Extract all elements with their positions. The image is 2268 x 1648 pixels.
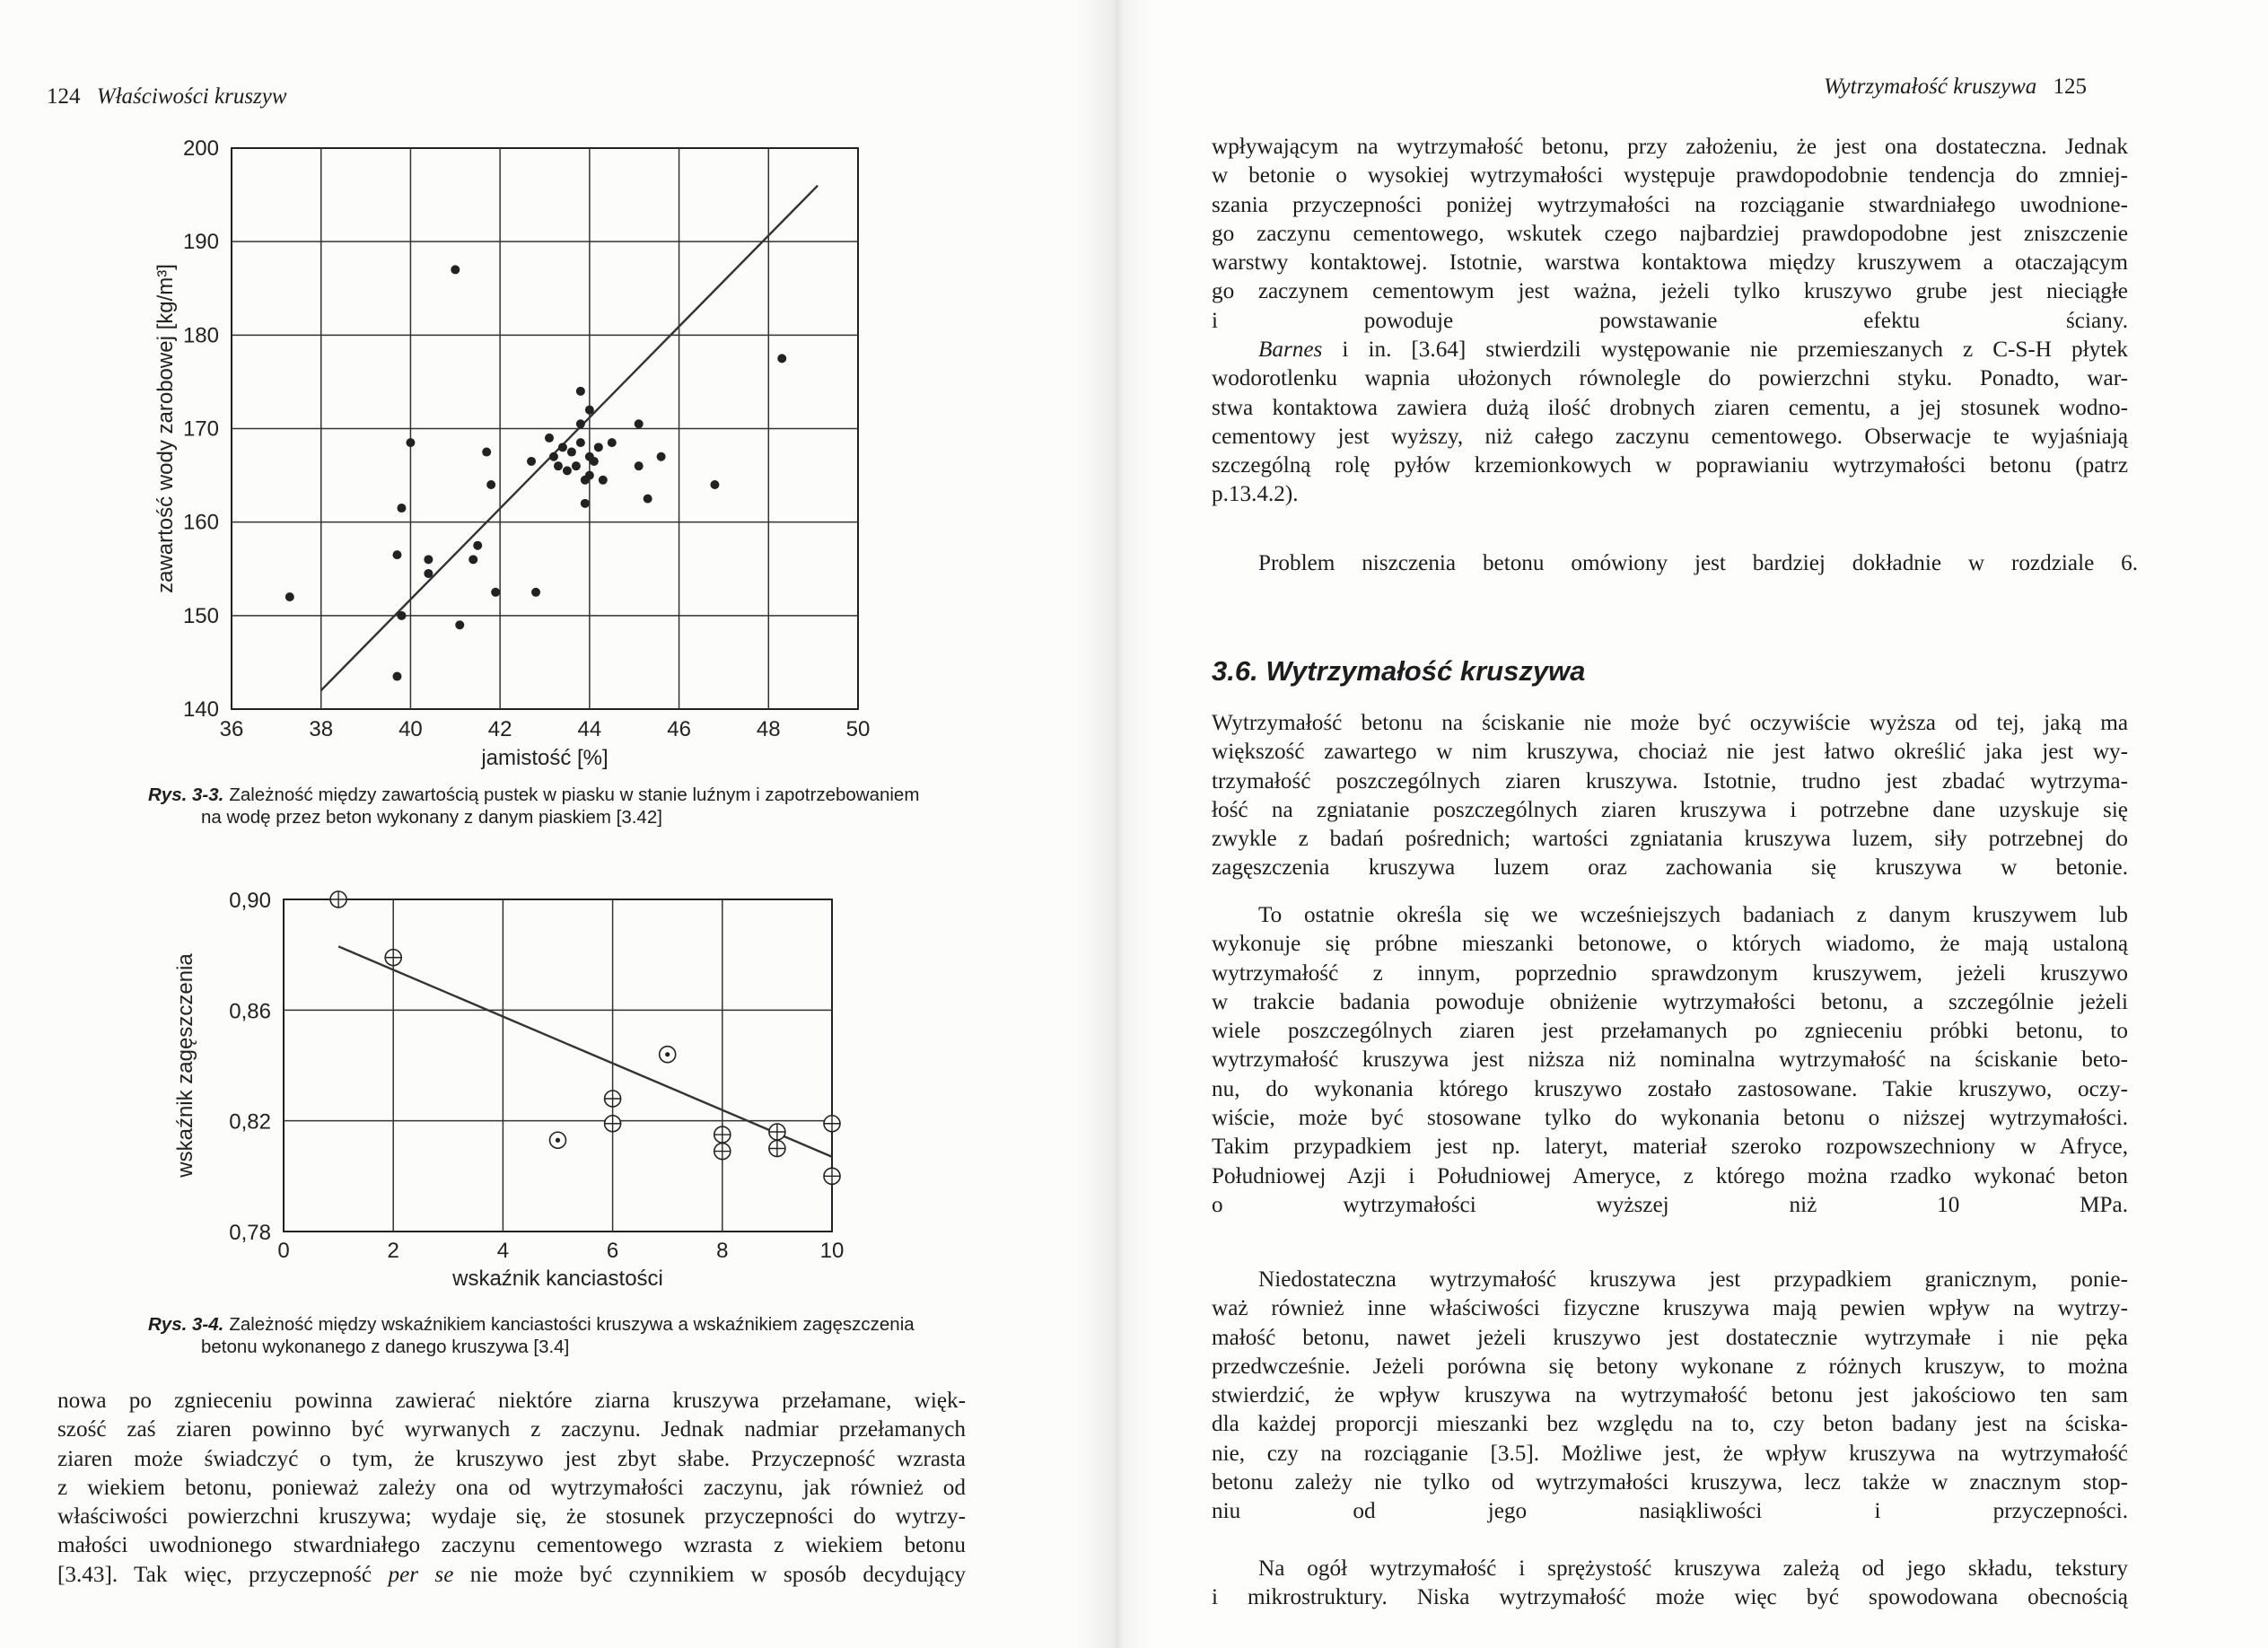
left-body-line: właściwości powierzchni kruszywa; wydaje się, że stosunek przyczepności do wytrzy- bbox=[57, 1504, 966, 1530]
author-barnes: Barnes bbox=[1258, 337, 1323, 362]
data-point bbox=[777, 354, 786, 363]
x-tick-label: 36 bbox=[219, 717, 244, 741]
data-point bbox=[576, 438, 585, 447]
data-point-dot-center bbox=[665, 1052, 670, 1056]
y-tick-label: 160 bbox=[182, 510, 219, 535]
data-point bbox=[455, 620, 464, 629]
text-line: małość betonu, nawet jeżeli kruszywo jest dostatecznie wytrzymałe i nie pęka bbox=[1212, 1325, 2128, 1350]
data-point bbox=[572, 461, 581, 470]
text-line: o wytrzymałości wyższej niż 10 MPa. bbox=[1212, 1192, 2128, 1217]
data-point bbox=[285, 592, 294, 601]
data-point bbox=[644, 495, 652, 504]
y-tick-label: 200 bbox=[182, 136, 219, 161]
per-se-italic: per se bbox=[388, 1562, 454, 1587]
text-line: go zaczynem cementowym jest ważna, jeżeli tylko kruszywo grube jest nieciągłe bbox=[1212, 279, 2128, 304]
x-tick-label: 40 bbox=[398, 717, 423, 741]
data-point bbox=[549, 452, 558, 461]
x-tick-label: 44 bbox=[577, 717, 602, 741]
y-axis-label: zawartość wody zarobowej [kg/m³] bbox=[153, 264, 178, 593]
page-number-right: 125 bbox=[2053, 75, 2088, 99]
right-paragraph-3 bbox=[1258, 549, 2138, 578]
right-paragraph-7 bbox=[1212, 1555, 2128, 1613]
data-point bbox=[486, 480, 495, 489]
figure-3-3-chart bbox=[0, 0, 1113, 790]
figure-3-3-caption-line2: na wodę przez beton wykonany z danym piaskiem [3.42] bbox=[201, 807, 662, 828]
text-line: Niedostateczna wytrzymałość kruszywa jest przypadkiem granicznym, ponie- bbox=[1258, 1267, 2128, 1292]
left-body-line: z wiekiem betonu, ponieważ zależy ona od wytrzymałości zaczynu, jak również od bbox=[57, 1475, 966, 1500]
text-line: wytrzymałość kruszywa jest niższa niż nominalna wytrzymałość na ściskanie beto- bbox=[1212, 1048, 2128, 1073]
x-tick-label: 6 bbox=[606, 1239, 619, 1263]
y-tick-label: 180 bbox=[182, 323, 219, 348]
figure-3-3-caption-line1: Zależność między zawartością pustek w piasku w stanie luźnym i zapotrzebowaniem bbox=[229, 785, 920, 805]
x-axis-label: jamistość [%] bbox=[481, 746, 609, 770]
text-line: dla każdej proporcji mieszanki bez względu na to, czy beton badany jest na ściska- bbox=[1212, 1412, 2128, 1437]
text-line: Południowej Azji i Południowej Ameryce, z którego można rzadko wykonać beton bbox=[1212, 1163, 2128, 1188]
data-point bbox=[473, 541, 482, 550]
y-tick-label: 0,82 bbox=[229, 1109, 271, 1135]
y-tick-label: 140 bbox=[182, 697, 219, 722]
text-line: stwa kontaktowa zawiera dużą ilość drobnych ziaren cementu, a jej stosunek wodno- bbox=[1212, 395, 2128, 420]
text-line: warstwy kontaktowej. Istotnie, warstwa kontaktowa między kruszywem a otaczającym bbox=[1212, 250, 2128, 276]
y-axis-label: wskaźnik zagęszczenia bbox=[173, 953, 197, 1178]
right-paragraph-4 bbox=[1212, 709, 2128, 883]
text-line: zwykle z badań pośrednich; wartości zgniatania kruszywa luzem, siły potrzebnej do bbox=[1212, 827, 2128, 852]
figure-3-3-caption bbox=[148, 784, 992, 828]
data-point bbox=[531, 588, 540, 597]
data-point bbox=[397, 504, 406, 513]
data-point bbox=[397, 611, 406, 620]
y-tick-label: 190 bbox=[182, 230, 219, 255]
text-line: betonu zależy nie tylko od wytrzymałości kruszywa, lecz także w znacznym stop- bbox=[1212, 1470, 2128, 1495]
x-axis-label: wskaźnik kanciastości bbox=[452, 1267, 663, 1291]
figure-3-4-caption-line1: Zależność między wskaźnikiem kanciastości kruszywa a wskaźnikiem zagęszczenia bbox=[229, 1314, 915, 1335]
data-point bbox=[710, 480, 719, 489]
section-title: 3.6. Wytrzymałość kruszywa bbox=[1212, 655, 1586, 687]
text-line: wiele poszczególnych ziaren jest przełamanych po zgnieceniu próbki betonu, to bbox=[1212, 1019, 2128, 1044]
data-point bbox=[554, 461, 563, 470]
text-line: łość na zgniatanie poszczególnych ziaren kruszywa i potrzebne dane uzyskuje się bbox=[1212, 797, 2128, 822]
left-body-last-end: nie może być czynnikiem w sposób decydujący bbox=[453, 1562, 967, 1587]
left-header-title: Właściwości kruszyw bbox=[96, 84, 287, 109]
text-line: waż również inne właściwości fizyczne kruszywa mają pewien wpływ na wytrzy- bbox=[1212, 1296, 2128, 1321]
regression-line bbox=[338, 946, 832, 1156]
x-tick-label: 10 bbox=[819, 1239, 845, 1263]
y-tick-label: 170 bbox=[182, 416, 219, 442]
left-body-line: ziaren może świadczyć o tym, że kruszywo jest zbyt słabe. Przyczepność wzrasta bbox=[57, 1446, 966, 1471]
data-point bbox=[608, 438, 617, 447]
data-point bbox=[451, 265, 460, 274]
left-body-line: małości uwodnionego stwardniałego zaczynu cementowego wzrasta z wiekiem betonu bbox=[57, 1533, 966, 1558]
text-line: nu, do wykonania którego kruszywo zostało zastosowane. Takie kruszywo, oczy- bbox=[1212, 1076, 2128, 1101]
data-point bbox=[563, 466, 572, 475]
text-line: To ostatnie określa się we wcześniejszych badaniach z danym kruszywem lub bbox=[1258, 903, 2128, 927]
right-paragraph-2 bbox=[1212, 336, 2128, 510]
right-paragraph-6 bbox=[1212, 1266, 2128, 1527]
x-tick-label: 42 bbox=[487, 717, 512, 741]
figure-3-4-label: Rys. 3-4. bbox=[148, 1314, 224, 1335]
text-line: przedwcześnie. Jeżeli porówna się betony wykonane z różnych kruszyw, to można bbox=[1212, 1354, 2128, 1379]
text-line: większość zawartego w nim kruszywa, chociaż nie jest łatwo określić jaka jest wy- bbox=[1212, 740, 2128, 765]
text-line: p.13.4.2). bbox=[1212, 482, 1299, 507]
right-running-header bbox=[1824, 75, 2087, 100]
data-point bbox=[545, 434, 554, 443]
data-point bbox=[599, 476, 608, 485]
figure-3-4-chart bbox=[0, 844, 1113, 1311]
x-tick-label: 48 bbox=[756, 717, 781, 741]
y-tick-label: 0,90 bbox=[229, 889, 271, 913]
data-point bbox=[527, 457, 536, 466]
data-point bbox=[406, 438, 415, 447]
text-line: cementowy jest wyższy, niż całego zaczynu cementowego. Obserwacje te wyjaśniają bbox=[1212, 424, 2128, 449]
text-line: zagęszczenia kruszywa luzem oraz zachowania się kruszywa w betonie. bbox=[1212, 855, 2128, 881]
data-point bbox=[424, 569, 433, 578]
text-line: Takim przypadkiem jest np. lateryt, materiał szeroko rozpowszechniony w Afryce, bbox=[1212, 1135, 2128, 1160]
text-line: wytrzymałość z innym, poprzednio sprawdzonym kruszywem, jeżeli kruszywo bbox=[1212, 960, 2128, 986]
data-point bbox=[392, 672, 401, 681]
text-line: w trakcie badania powoduje obniżenie wytrzymałości betonu, a szczególnie jeżeli bbox=[1212, 989, 2128, 1014]
x-tick-label: 46 bbox=[667, 717, 691, 741]
data-point-dot-center bbox=[556, 1138, 560, 1143]
x-tick-label: 0 bbox=[277, 1239, 290, 1263]
text-line: wodorotlenku wapnia ułożonych równolegle do powierzchni styku. Ponadto, war- bbox=[1212, 366, 2128, 391]
data-point bbox=[635, 461, 644, 470]
left-body-line: szość zaś ziaren powinno być wyrwanych z zaczynu. Jednak nadmiar przełamanych bbox=[57, 1417, 966, 1442]
y-tick-label: 0,78 bbox=[229, 1221, 271, 1245]
x-tick-label: 8 bbox=[716, 1239, 729, 1263]
figure-3-3-label: Rys. 3-3. bbox=[148, 785, 224, 805]
text-line: trzymałość poszczególnych ziaren kruszywa. Istotnie, trudno jest zbadać wytrzyma- bbox=[1212, 768, 2128, 793]
text-line: wiście, może być stosowane tylko do wykonania betonu o niższej wytrzymałości. bbox=[1212, 1106, 2128, 1131]
figure-3-4-caption bbox=[148, 1313, 992, 1358]
data-point bbox=[468, 555, 477, 564]
text-line: w betonie o wysokiej wytrzymałości występuje prawdopodobnie tendencja do zmniej- bbox=[1212, 163, 2128, 188]
data-point bbox=[635, 419, 644, 428]
right-paragraph-1 bbox=[1212, 133, 2128, 336]
text-line: Na ogół wytrzymałość i sprężystość kruszywa zależą od jego składu, tekstury bbox=[1258, 1556, 2128, 1581]
data-point bbox=[567, 448, 576, 457]
text-line: Problem niszczenia betonu omówiony jest bardziej dokładnie w rozdziale 6. bbox=[1258, 551, 2138, 575]
data-point bbox=[491, 588, 500, 597]
text-line bbox=[1212, 336, 2128, 364]
data-point bbox=[657, 452, 666, 461]
data-point bbox=[590, 457, 599, 466]
text-line: szania przyczepności poniżej wytrzymałości na rozciąganie stwardniałego uwodnione- bbox=[1212, 192, 2128, 217]
left-body-paragraph bbox=[57, 1387, 966, 1590]
y-tick-label: 0,86 bbox=[229, 999, 271, 1024]
data-point bbox=[392, 550, 401, 559]
x-tick-label: 38 bbox=[309, 717, 334, 741]
text-line: wykonuje się próbne mieszanki betonowe, o których wiadomo, że mają ustaloną bbox=[1212, 932, 2128, 957]
x-tick-label: 50 bbox=[845, 717, 871, 741]
text-line: wpływającym na wytrzymałość betonu, przy założeniu, że jest ona dostateczna. Jednak bbox=[1212, 135, 2128, 159]
data-point bbox=[594, 443, 603, 451]
regression-line bbox=[321, 186, 818, 691]
y-tick-label: 150 bbox=[182, 603, 219, 628]
data-point bbox=[585, 406, 594, 415]
right-header-title: Wytrzymałość kruszywa bbox=[1824, 75, 2037, 99]
text-line: i powoduje powstawanie efektu ściany. bbox=[1212, 308, 2128, 333]
data-point bbox=[581, 499, 590, 508]
text-line: stwierdzić, że wpływ kruszywa na wytrzymałość betonu jest jakościowo ten sam bbox=[1212, 1383, 2128, 1408]
left-body-line: nowa po zgnieceniu powinna zawierać niektóre ziarna kruszywa przełamane, więk- bbox=[57, 1389, 966, 1413]
text-line: i mikrostruktury. Niska wytrzymałość może więc być spowodowana obecnością bbox=[1212, 1585, 2128, 1610]
text-line: szczególną rolę pyłów krzemionkowych w poprawianiu wytrzymałości betonu (patrz bbox=[1212, 453, 2128, 478]
data-point bbox=[482, 448, 491, 457]
plot-frame bbox=[284, 899, 832, 1232]
right-paragraph-5 bbox=[1212, 901, 2128, 1220]
page-number-left: 124 bbox=[47, 84, 81, 109]
figure-3-4-caption-line2: betonu wykonanego z danego kruszywa [3.4] bbox=[201, 1337, 570, 1357]
text-line: niu od jego nasiąkliwości i przyczepności. bbox=[1212, 1499, 2128, 1524]
data-point bbox=[585, 471, 594, 480]
text-line: nie, czy na rozciąganie [3.5]. Możliwe jest, że wpływ kruszywa na wytrzymałość bbox=[1212, 1441, 2128, 1466]
text-line: Wytrzymałość betonu na ściskanie nie może być oczywiście wyższa od tej, jaką ma bbox=[1212, 711, 2128, 735]
text-line: go zaczynu cementowego, wskutek czego najbardziej prawdopodobne jest zniszczenie bbox=[1212, 221, 2128, 246]
text-line-rest: i in. [3.64] stwierdzili występowanie nie przemieszanych z C-S-H płytek bbox=[1322, 337, 2128, 362]
data-point bbox=[576, 387, 585, 396]
x-tick-label: 4 bbox=[496, 1239, 510, 1263]
x-tick-label: 2 bbox=[387, 1239, 399, 1263]
data-point bbox=[558, 443, 567, 451]
data-point bbox=[576, 419, 585, 428]
left-body-line-last bbox=[57, 1561, 966, 1590]
left-body-last-start: [3.43]. Tak więc, przyczepność bbox=[57, 1562, 389, 1587]
data-point bbox=[424, 555, 433, 564]
